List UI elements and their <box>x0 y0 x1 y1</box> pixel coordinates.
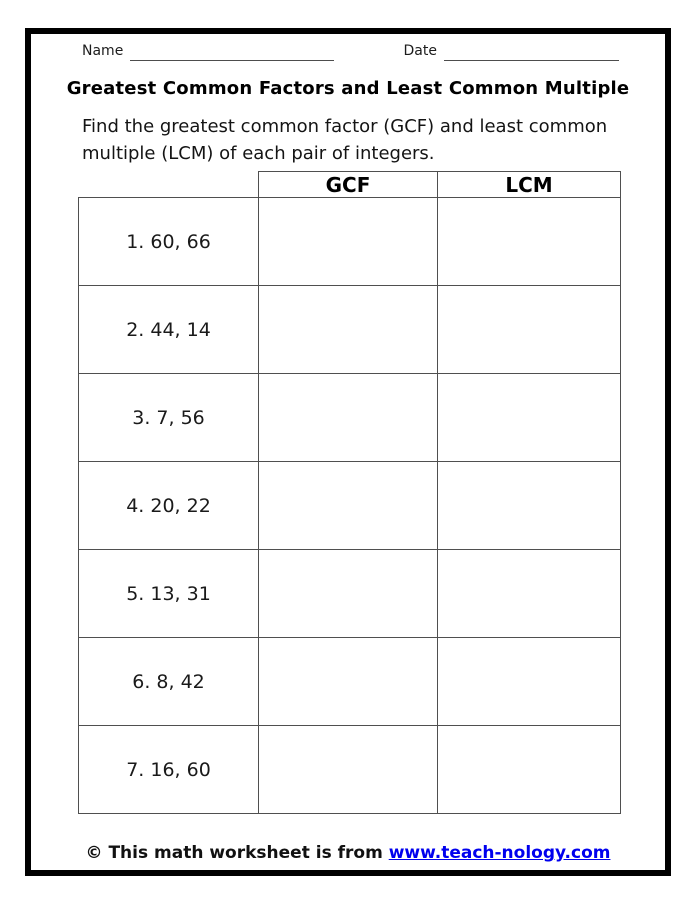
problem-label: 1. 60, 66 <box>79 198 259 286</box>
date-field-group <box>404 41 619 61</box>
problems-table <box>78 171 621 814</box>
problem-label: 4. 20, 22 <box>79 462 259 550</box>
lcm-answer-cell <box>438 198 621 286</box>
instructions-text <box>82 113 607 167</box>
date-label: Date <box>403 43 437 59</box>
problem-label: 6. 8, 42 <box>79 638 259 726</box>
date-blank-line <box>444 43 619 61</box>
footer-link[interactable]: www.teach-nology.com <box>388 843 611 863</box>
name-blank-line <box>130 43 334 61</box>
footer-credit <box>31 843 665 863</box>
lcm-answer-cell <box>438 638 621 726</box>
problem-label: 5. 13, 31 <box>79 550 259 638</box>
gcf-answer-cell <box>259 286 438 374</box>
name-field-group <box>82 41 334 61</box>
table-row <box>79 550 621 638</box>
name-label: Name <box>82 43 124 59</box>
name-date-row <box>31 41 665 61</box>
instructions-line-2: multiple (LCM) of each pair of integers. <box>82 143 435 164</box>
table-row <box>79 286 621 374</box>
gcf-answer-cell <box>259 462 438 550</box>
table-row <box>79 374 621 462</box>
lcm-answer-cell <box>438 286 621 374</box>
table-row <box>79 462 621 550</box>
table-header-row <box>79 172 621 198</box>
lcm-column-header: LCM <box>438 172 621 198</box>
empty-corner-cell <box>79 172 259 198</box>
instructions-line-1: Find the greatest common factor (GCF) and least common <box>82 116 608 137</box>
worksheet-frame <box>25 28 671 876</box>
problem-label: 3. 7, 56 <box>79 374 259 462</box>
problem-label: 7. 16, 60 <box>79 726 259 814</box>
lcm-answer-cell <box>438 550 621 638</box>
worksheet-title: Greatest Common Factors and Least Common Multiple <box>66 78 630 99</box>
lcm-answer-cell <box>438 374 621 462</box>
table-row <box>79 638 621 726</box>
gcf-answer-cell <box>259 638 438 726</box>
table-row <box>79 726 621 814</box>
lcm-answer-cell <box>438 726 621 814</box>
table-row <box>79 198 621 286</box>
gcf-answer-cell <box>259 726 438 814</box>
footer-text: © This math worksheet is from <box>85 843 389 863</box>
gcf-answer-cell <box>259 550 438 638</box>
lcm-answer-cell <box>438 462 621 550</box>
gcf-column-header: GCF <box>259 172 438 198</box>
problem-label: 2. 44, 14 <box>79 286 259 374</box>
gcf-answer-cell <box>259 198 438 286</box>
gcf-answer-cell <box>259 374 438 462</box>
